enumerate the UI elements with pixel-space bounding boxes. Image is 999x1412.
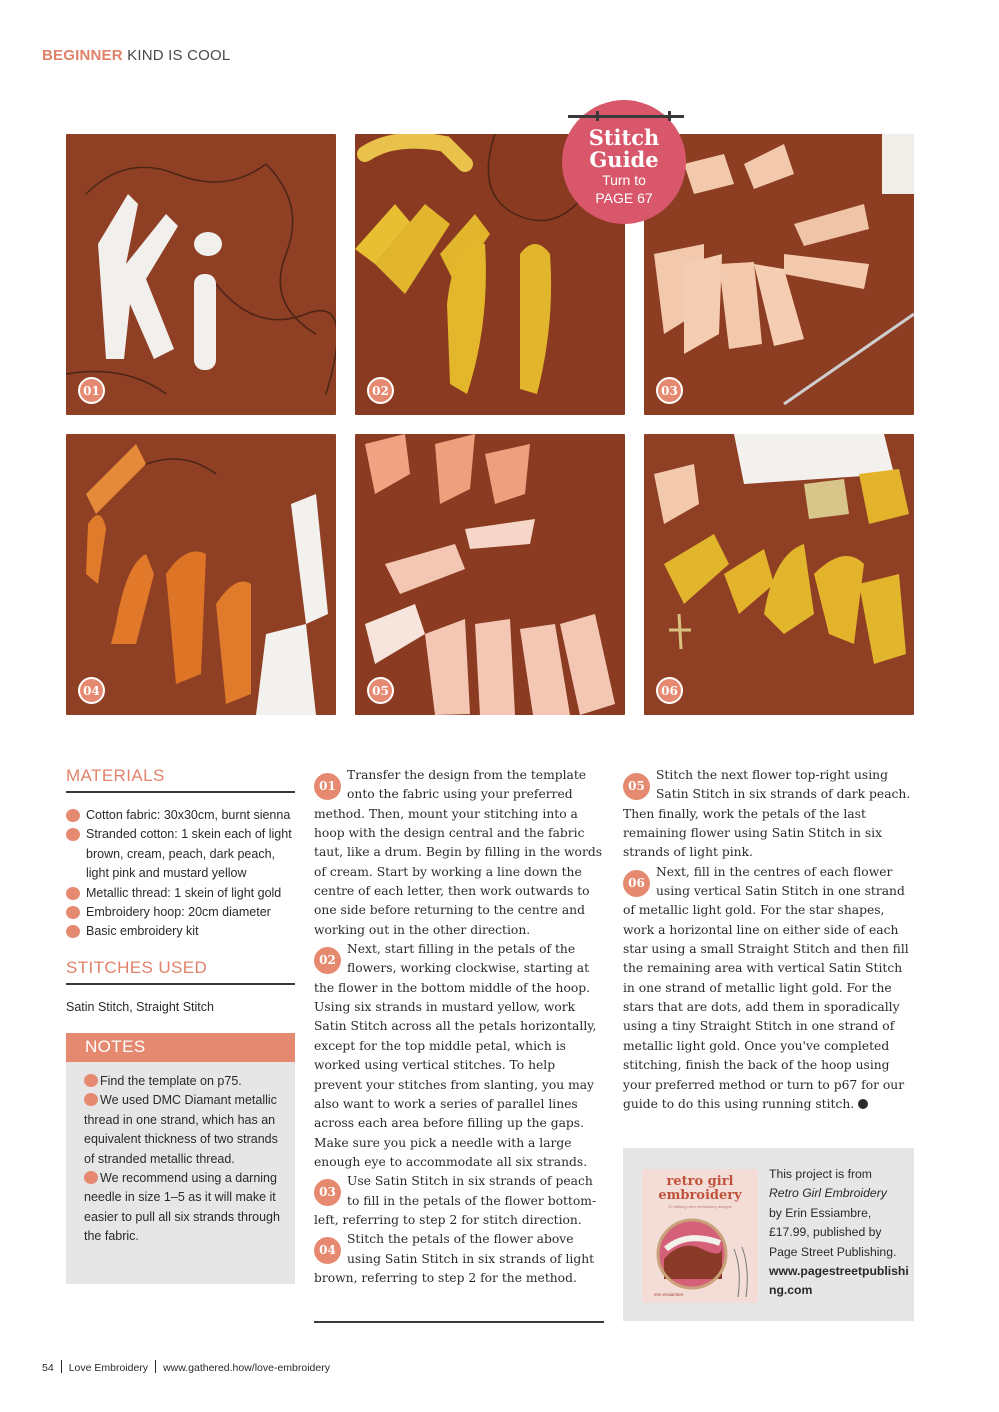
bullet-icon (84, 1074, 98, 1087)
step-paragraph: 06 Next, fill in the centres of each flower using vertical Satin Stitch in one strand of metallic light gold. For the star shapes, work a horizontal line on either side of each star using a small Straight Stitch and then fill the remaining area with vertical Satin Stitch in one strand of metallic light gold. For the stars that are dots, add them in sporadically using a tiny Straight Stitch in one strand of metallic light gold. Once you've completed stitching, finish the back of the hoop using your preferred method or turn to p67 for our guide to do this using running stitch. (623, 864, 909, 1111)
stitches-used-text: Satin Stitch, Straight Stitch (66, 1000, 214, 1014)
book-cover-author: erin essiambre (654, 1292, 684, 1297)
bullet-icon (66, 828, 80, 841)
step-number: 02 (314, 947, 341, 974)
stitches-heading: STITCHES USED (66, 958, 208, 977)
photo-06-image (644, 434, 914, 715)
magazine-name: Love Embroidery (68, 1362, 149, 1374)
section-label: BEGINNER (42, 47, 123, 64)
notes-heading: NOTES (66, 1033, 295, 1062)
page-ref: PAGE 67 (595, 190, 653, 206)
step-photo-04 (66, 434, 336, 715)
step-badge: 01 (78, 377, 105, 404)
step-number: 05 (623, 773, 650, 800)
book-cover-title: retro girl embroidery (658, 1174, 742, 1203)
hoop-illustration (642, 1169, 758, 1303)
step-number: 06 (623, 870, 650, 897)
materials-heading: MATERIALS (66, 766, 165, 785)
step-photo-06 (644, 434, 914, 715)
step-badge: 02 (367, 377, 394, 404)
bullet-icon (66, 809, 80, 822)
footer-url[interactable]: www.gathered.how/love-embroidery (163, 1362, 330, 1374)
notes-body (66, 1062, 295, 1247)
step-badge: 04 (78, 677, 105, 704)
instructions-column-1 (314, 766, 604, 1288)
clip-knob-right (668, 111, 671, 121)
notes-panel (66, 1033, 295, 1284)
book-credit: This project is from Retro Girl Embroidery by Erin Essiambre, £17.99, published by Page Street Publishing. www.pagestreetpublishing.com (769, 1167, 909, 1298)
bullet-icon (66, 925, 80, 938)
bullet-icon (84, 1171, 98, 1184)
publisher-link[interactable]: www.pagestreetpublishing.com (769, 1264, 909, 1298)
book-cover-subtitle: 20 striking retro embroidery designs (668, 1204, 732, 1209)
step-badge: 03 (656, 377, 683, 404)
page-number: 54 (42, 1362, 54, 1374)
photo-05-image (355, 434, 625, 715)
step-photo-05 (355, 434, 625, 715)
end-mark-icon (858, 1099, 868, 1109)
clip-knob-left (596, 111, 599, 121)
step-badge: 06 (656, 677, 683, 704)
list-item: Embroidery hoop: 20cm diameter (66, 903, 301, 922)
step-number: 04 (314, 1237, 341, 1264)
materials-rule (66, 791, 295, 793)
step-paragraph: 01 Transfer the design from the template onto the fabric using your preferred method. Then, mount your stitching into a hoop with the design central and the fabric taut, like a drum. Begin by filling in the words of cream. Start by working a line down the centre of each letter, then work outwards to one side before returning to the centre and working out in the other direction. (314, 768, 603, 937)
photo-01-image (66, 134, 336, 415)
step-paragraph: 03 Use Satin Stitch in six strands of peach to fill in the petals of the flower bottom-left, referring to step 2 for stitch direction. (314, 1174, 597, 1227)
book-panel (623, 1148, 914, 1321)
book-cover-image (642, 1169, 758, 1303)
list-item: Cotton fabric: 30x30cm, burnt sienna (66, 806, 301, 825)
list-item: Metallic thread: 1 skein of light gold (66, 884, 301, 903)
materials-list (66, 806, 301, 942)
footer-divider (61, 1360, 62, 1373)
bullet-icon (66, 887, 80, 900)
page-header (42, 47, 230, 64)
step-photo-01 (66, 134, 336, 415)
list-item: Basic embroidery kit (66, 922, 301, 941)
footer-divider (155, 1360, 156, 1373)
bullet-icon (84, 1093, 98, 1106)
turn-to-label: Turn to (602, 172, 646, 188)
step-badge: 05 (367, 677, 394, 704)
note-item: Find the template on p75. (84, 1072, 285, 1091)
note-item: We recommend using a darning needle in size 1–5 as it will make it easier to pull all six strands through the fabric. (84, 1171, 280, 1244)
article-title: KIND IS COOL (127, 47, 231, 64)
badge-clip (568, 115, 684, 118)
step-number: 03 (314, 1179, 341, 1206)
list-item: Stranded cotton: 1 skein each of light brown, cream, peach, dark peach, light pink and mustard yellow (66, 825, 301, 883)
photo-04-image (66, 434, 336, 715)
step-paragraph: 04 Stitch the petals of the flower above using Satin Stitch in six strands of light brown, referring to step 2 for the method. (314, 1232, 595, 1285)
step-number: 01 (314, 773, 341, 800)
bullet-icon (66, 906, 80, 919)
note-item: We used DMC Diamant metallic thread in one strand, which has an equivalent thickness of two strands of stranded metallic thread. (84, 1093, 278, 1166)
column-end-rule (314, 1321, 604, 1323)
page-footer (42, 1360, 330, 1374)
instructions-column-2 (623, 766, 915, 1114)
stitch-guide-title: Stitch Guide (588, 125, 660, 172)
step-paragraph: 02 Next, start filling in the petals of the flowers, working clockwise, starting at the flower in the bottom middle of the hoop. Using six strands in mustard yellow, work Satin Stitch across all the petals horizontally, except for the top middle petal, which is worked using vertical stitches. To help prevent your stitches from slanting, you may also want to work a series of parallel lines across each area before filling up the gaps. Make sure you pick a needle with a large enough eye to accommodate all six strands. (314, 942, 597, 1169)
step-paragraph: 05 Stitch the next flower top-right using Satin Stitch in six strands of dark peach. Then finally, work the petals of the last remaining flower using Satin Stitch in six strands of light pink. (623, 768, 911, 860)
stitches-rule (66, 983, 295, 985)
